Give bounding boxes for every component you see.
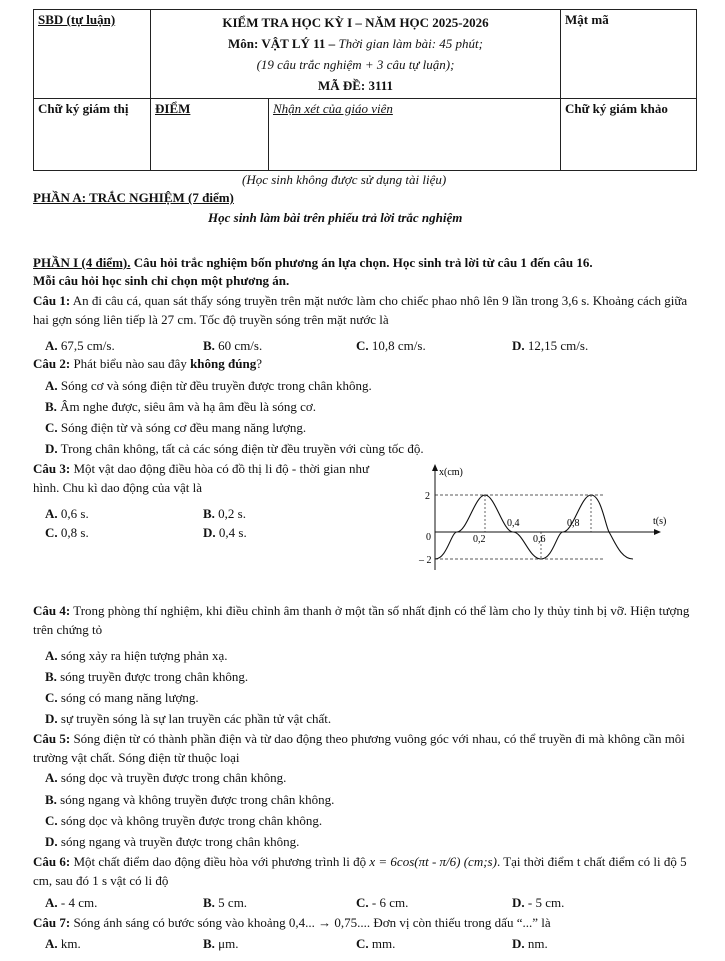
question-3 <box>33 460 393 497</box>
q4-b-text: sóng truyền được trong chân không. <box>60 669 249 684</box>
x-axis-arrow <box>654 529 661 535</box>
q7-a-text: km. <box>60 936 81 951</box>
opt-letter: B. <box>45 399 57 414</box>
q7-text: Sóng ánh sáng có bước sóng vào khoảng 0,4... → 0,75.... Đơn vị còn thiếu trong dấu “...” là <box>70 915 551 930</box>
graph-ymin: – 2 <box>419 555 432 566</box>
score-cell <box>151 99 269 171</box>
opt-letter: A. <box>45 770 58 785</box>
part-a-title-text: PHẦN A: TRẮC NGHIỆM (7 điểm) <box>33 190 234 205</box>
part-1-desc2: Mỗi câu hỏi học sinh chỉ chọn một phương án. <box>33 273 290 288</box>
q6-option-a <box>45 895 97 911</box>
opt-letter: D. <box>45 441 58 456</box>
oscillation-curve <box>435 495 633 559</box>
graph-tick-t3: 0,6 <box>533 534 546 545</box>
opt-letter: A. <box>45 936 58 951</box>
q7-option-d <box>512 936 548 952</box>
q2-b-text: Âm nghe được, siêu âm và hạ âm đều là sóng cơ. <box>60 399 316 414</box>
q7-b-text: μm. <box>218 936 239 951</box>
q2-option-c <box>45 420 306 436</box>
q2-option-d <box>45 441 424 457</box>
q7-option-a <box>45 936 81 952</box>
q4-option-a <box>45 648 228 664</box>
part-1-desc: Câu hỏi trắc nghiệm bốn phương án lựa chọn. Học sinh trả lời từ câu 1 đến câu 16. <box>130 255 593 270</box>
q4-option-c <box>45 690 199 706</box>
q5-option-c <box>45 813 322 829</box>
graph-tick-t2: 0,4 <box>507 518 520 529</box>
q3-option-c <box>45 525 89 541</box>
q5-option-a <box>45 770 286 786</box>
opt-letter: C. <box>356 936 369 951</box>
q6-d-text: - 5 cm. <box>527 895 565 910</box>
q4-option-d <box>45 711 331 727</box>
q3-option-d <box>203 525 247 541</box>
exam-header-table <box>33 9 697 171</box>
q5-option-b <box>45 792 334 808</box>
q2-option-b <box>45 399 316 415</box>
q6-a-text: - 4 cm. <box>60 895 98 910</box>
q3-c-text: 0,8 s. <box>60 525 89 540</box>
q6-b-text: 5 cm. <box>218 895 248 910</box>
q5-b-text: sóng ngang và không truyền được trong chân không. <box>60 792 335 807</box>
opt-letter: D. <box>512 936 525 951</box>
opt-letter: A. <box>45 338 58 353</box>
q1-option-c <box>356 338 426 354</box>
q5-text: Sóng điện từ có thành phần điện và từ dao động theo phương vuông góc với nhau, có thể truyền đi mà không cần môi trường vật chất. Sóng điện từ thuộc loại <box>33 731 685 765</box>
opt-letter: B. <box>203 506 215 521</box>
q3-option-b <box>203 506 246 522</box>
sbd-label: SBD (tự luận) <box>38 12 116 27</box>
subject-label: Môn: VẬT LÝ 11 – <box>228 36 339 51</box>
exam-code: MÃ ĐỀ: 3111 <box>317 78 394 93</box>
q6-option-d <box>512 895 564 911</box>
q7-option-c <box>356 936 395 952</box>
opt-letter: A. <box>45 378 58 393</box>
q3-text: Một vật dao động điều hòa có đồ thị li độ - thời gian như hình. Chu kì dao động của vật là <box>33 461 369 495</box>
q2-a-text: Sóng cơ và sóng điện từ đều truyền được trong chân không. <box>60 378 372 393</box>
q4-label: Câu 4: <box>33 603 71 618</box>
opt-letter: A. <box>45 648 58 663</box>
q3-option-a <box>45 506 89 522</box>
question-2 <box>33 356 262 372</box>
examiner-sign-label: Chữ ký giám khảo <box>565 101 668 116</box>
q3-d-text: 0,4 s. <box>218 525 247 540</box>
opt-letter: C. <box>356 338 369 353</box>
q2-option-a <box>45 378 372 394</box>
proctor-sign-label: Chữ ký giám thị <box>38 101 129 116</box>
question-4 <box>33 602 693 639</box>
q6-text2: . Tại thời điểm t chất điểm có li độ 5 cm, sau đó 1 s vật có li độ <box>33 854 687 888</box>
question-7 <box>33 915 551 931</box>
q2-c-text: Sóng điện từ và sóng cơ đều mang năng lượng. <box>60 420 307 435</box>
opt-letter: C. <box>45 525 58 540</box>
q2-bold: không đúng <box>190 356 257 371</box>
q6-text1: Một chất điểm dao động điều hòa với phương trình li độ <box>70 854 370 869</box>
q5-a-text: sóng dọc và truyền được trong chân không. <box>60 770 287 785</box>
q2-d-text: Trong chân không, tất cả các sóng điện từ đều truyền với cùng tốc độ. <box>60 441 424 456</box>
q1-option-a <box>45 338 115 354</box>
exam-title-cell <box>151 10 561 99</box>
graph-xlabel: t(s) <box>653 516 667 527</box>
opt-letter: B. <box>45 792 57 807</box>
subject-line <box>155 33 556 54</box>
question-5 <box>33 730 693 767</box>
examiner-sign-cell <box>561 99 697 171</box>
teacher-comment-cell <box>269 99 561 171</box>
opt-letter: A. <box>45 506 58 521</box>
q5-label: Câu 5: <box>33 731 71 746</box>
question-count: (19 câu trắc nghiệm + 3 câu tự luận); <box>256 57 455 72</box>
opt-letter: D. <box>512 338 525 353</box>
opt-letter: B. <box>45 669 57 684</box>
q6-label: Câu 6: <box>33 854 71 869</box>
q3-a-text: 0,6 s. <box>60 506 89 521</box>
part-1-title: PHẦN I (4 điểm). <box>33 255 131 270</box>
part-a-title <box>33 190 234 206</box>
q1-a-text: 67,5 cm/s. <box>60 338 115 353</box>
sbd-cell <box>34 10 151 99</box>
q7-option-b <box>203 936 239 952</box>
q1-d-text: 12,15 cm/s. <box>527 338 589 353</box>
q6-option-b <box>203 895 247 911</box>
opt-letter: B. <box>203 936 215 951</box>
graph-ylabel: x(cm) <box>439 467 463 478</box>
q3-b-text: 0,2 s. <box>218 506 246 521</box>
q4-text: Trong phòng thí nghiệm, khi điều chỉnh âm thanh ở một tần số nhất định có thể làm cho ly thủy tinh bị vỡ. Hiện tượng trên chứng tỏ <box>33 603 690 637</box>
q6-c-text: - 6 cm. <box>371 895 409 910</box>
secret-cell <box>561 10 697 99</box>
q5-d-text: sóng ngang và truyền được trong chân không. <box>60 834 300 849</box>
graph-ymax: 2 <box>425 491 430 502</box>
q1-option-d <box>512 338 588 354</box>
secret-label: Mật mã <box>565 12 609 27</box>
proctor-sign-cell <box>34 99 151 171</box>
score-label: ĐIỂM <box>155 101 191 116</box>
opt-letter: D. <box>45 711 58 726</box>
q2-label: Câu 2: <box>33 356 71 371</box>
opt-letter: B. <box>203 895 215 910</box>
q4-a-text: sóng xảy ra hiện tượng phản xạ. <box>60 648 228 663</box>
q1-option-b <box>203 338 262 354</box>
y-axis-arrow <box>432 464 438 471</box>
q6-option-c <box>356 895 408 911</box>
exam-time: Thời gian làm bài: 45 phút; <box>338 36 483 51</box>
q1-b-text: 60 cm/s. <box>218 338 263 353</box>
q7-c-text: mm. <box>371 936 396 951</box>
q5-c-text: sóng dọc và không truyền được trong chân không. <box>60 813 323 828</box>
opt-letter: D. <box>203 525 216 540</box>
opt-letter: C. <box>45 690 58 705</box>
q5-option-d <box>45 834 299 850</box>
q2-text1: Phát biểu nào sau đây <box>70 356 191 371</box>
q6-equation: x = 6cos(πt - π/6) (cm;s) <box>369 854 497 869</box>
opt-letter: C. <box>45 420 58 435</box>
q1-text: An đi câu cá, quan sát thấy sóng truyền trên mặt nước làm cho chiếc phao nhô lên 9 lần trong 3,6 s. Khoảng cách giữa hai gợn sóng liên tiếp là 27 cm. Tốc độ truyền sóng trên mặt nước là <box>33 293 688 327</box>
displacement-time-graph <box>395 462 685 580</box>
q7-label: Câu 7: <box>33 915 71 930</box>
part-a-instruction: Học sinh làm bài trên phiếu trả lời trắc nghiệm <box>208 210 463 225</box>
graph-tick-t1: 0,2 <box>473 534 486 545</box>
opt-letter: C. <box>45 813 58 828</box>
q4-option-b <box>45 669 248 685</box>
exam-title: KIỂM TRA HỌC KỲ I – NĂM HỌC 2025-2026 <box>222 15 489 30</box>
graph-origin: 0 <box>426 532 431 543</box>
opt-letter: D. <box>45 834 58 849</box>
teacher-comment-label: Nhận xét của giáo viên <box>273 101 393 116</box>
graph-tick-t4: 0,8 <box>567 518 580 529</box>
part-1-header <box>33 255 593 271</box>
question-6 <box>33 853 693 890</box>
q3-label: Câu 3: <box>33 461 71 476</box>
opt-letter: A. <box>45 895 58 910</box>
q1-label: Câu 1: <box>33 293 71 308</box>
no-material-note: (Học sinh không được sử dụng tài liệu) <box>242 172 447 187</box>
q4-d-text: sự truyền sóng là sự lan truyền các phần tử vật chất. <box>60 711 332 726</box>
q7-d-text: nm. <box>527 936 548 951</box>
opt-letter: D. <box>512 895 525 910</box>
q2-text2: ? <box>256 356 262 371</box>
opt-letter: B. <box>203 338 215 353</box>
opt-letter: C. <box>356 895 369 910</box>
q1-c-text: 10,8 cm/s. <box>371 338 426 353</box>
q4-c-text: sóng có mang năng lượng. <box>60 690 199 705</box>
question-1 <box>33 292 693 329</box>
